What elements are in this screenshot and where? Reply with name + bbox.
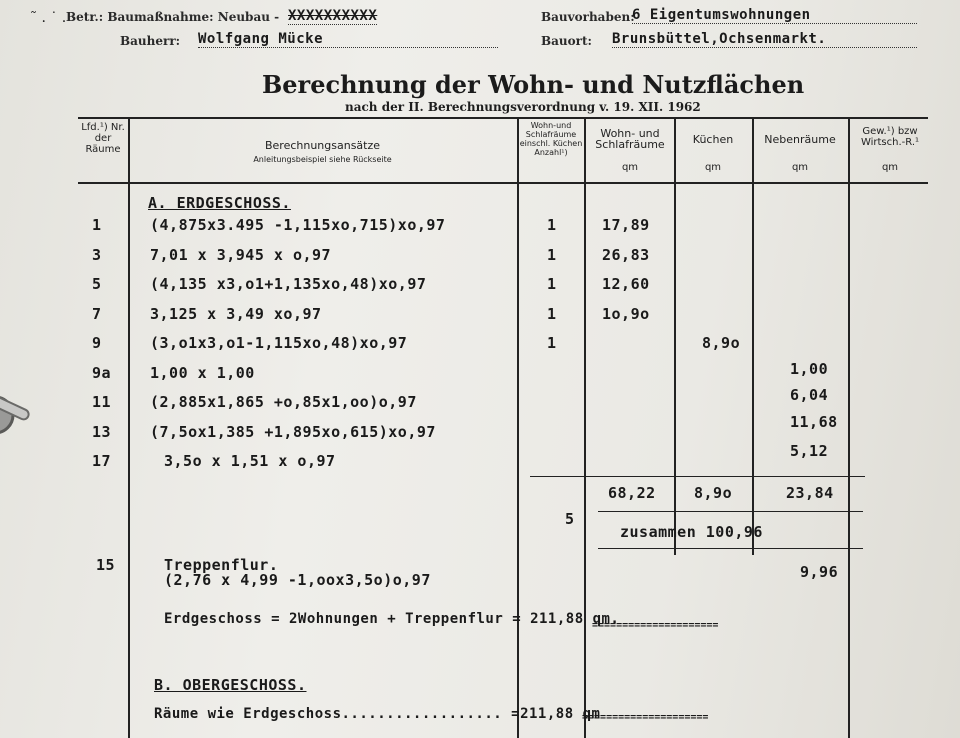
col-divider-1 <box>128 117 130 738</box>
corner-marks: ˜ . ˙ . · · <box>30 10 85 26</box>
zusammen-total: zusammen 100,96 <box>620 523 763 541</box>
total-neben: 23,84 <box>786 484 834 502</box>
col-header-berechnung: Berechnungsansätze <box>264 139 381 152</box>
row-count: 1 <box>547 305 557 323</box>
total-wohn: 68,22 <box>608 484 656 502</box>
page-subtitle: nach der II. Berechnungsverordnung v. 19. XII. 1962 <box>345 100 701 114</box>
row-formula: 7,01 x 3,945 x o,97 <box>150 246 332 264</box>
row15-neben: 9,96 <box>800 563 839 581</box>
erdgeschoss-sum-underline: ===================== <box>592 620 719 631</box>
row-formula: 3,125 x 3,49 xo,97 <box>150 305 322 323</box>
section-a-heading: A. ERDGESCHOSS. <box>148 194 291 212</box>
row-wohn: 12,60 <box>602 275 650 293</box>
col-header-kuechen-unit: qm <box>704 162 722 173</box>
row-count: 1 <box>547 216 557 234</box>
row-formula: (4,875x3.495 -1,115xo,715)xo,97 <box>150 216 446 234</box>
row15-nr: 15 <box>96 556 116 574</box>
row-wohn: 17,89 <box>602 216 650 234</box>
obergeschoss-line: Räume wie Erdgeschoss.................. =211,88 qm <box>154 706 601 722</box>
col-divider-5 <box>752 117 754 555</box>
bauvorhaben-label: Bauvorhaben: <box>541 10 635 24</box>
col-header-gew: Gew.¹) bzw Wirtsch.-R.¹ <box>860 126 920 148</box>
row-count: 1 <box>547 275 557 293</box>
bauherr-label: Bauherr: <box>120 34 181 48</box>
erdgeschoss-sum: Erdgeschoss = 2Wohnungen + Treppenflur = 211,88 qm. <box>164 611 620 627</box>
row-formula: (4,135 x3,o1+1,135xo,48)xo,97 <box>150 275 427 293</box>
row-nr: 11 <box>92 393 112 411</box>
zusammen-rule <box>598 548 863 549</box>
row-neben: 11,68 <box>790 413 838 431</box>
row-neben: 6,04 <box>790 386 829 404</box>
row15-line1: Treppenflur. <box>164 556 279 574</box>
col-divider-3 <box>584 117 586 738</box>
row-neben: 5,12 <box>790 442 829 460</box>
bauort-value: Brunsbüttel,Ochsenmarkt. <box>612 31 917 48</box>
row-kuechen: 8,9o <box>702 334 741 352</box>
pen-clip-icon <box>0 385 40 445</box>
row-nr: 17 <box>92 452 112 470</box>
col-header-gew-unit: qm <box>881 162 899 173</box>
section-b-heading: B. OBERGESCHOSS. <box>154 676 307 694</box>
col-header-wohn: Wohn- und Schlafräume <box>595 127 665 151</box>
col-divider-4 <box>674 117 676 555</box>
bauherr-value: Wolfgang Mücke <box>198 31 498 48</box>
row-count: 1 <box>547 246 557 264</box>
col-header-neben-unit: qm <box>791 162 809 173</box>
obergeschoss-underline: ===================== <box>582 712 709 723</box>
col-header-lfd: Lfd.¹) Nr. der Räume <box>81 122 125 155</box>
total-count: 5 <box>565 510 575 528</box>
row-formula: (7,5ox1,385 +1,895xo,615)xo,97 <box>150 423 436 441</box>
row-formula: (2,885x1,865 +o,85x1,oo)o,97 <box>150 393 417 411</box>
row-neben: 1,00 <box>790 360 829 378</box>
col-header-kuechen: Küchen <box>692 133 734 146</box>
table-top-rule <box>78 117 928 119</box>
col-divider-6 <box>848 117 850 738</box>
row-nr: 3 <box>92 246 102 264</box>
row-formula: (3,o1x3,o1-1,115xo,48)xo,97 <box>150 334 408 352</box>
row-wohn: 1o,9o <box>602 305 650 323</box>
subtotal-rule-2 <box>598 511 863 512</box>
bauvorhaben-value: 6 Eigentumswohnungen <box>632 7 917 24</box>
total-kuechen: 8,9o <box>694 484 733 502</box>
row-nr: 1 <box>92 216 102 234</box>
col-header-neben: Nebenräume <box>764 133 836 146</box>
row-wohn: 26,83 <box>602 246 650 264</box>
row-nr: 9a <box>92 364 112 382</box>
betr-label: Betr.: Baumaßnahme: Neubau - <box>66 10 280 24</box>
row-formula: 1,00 x 1,00 <box>150 364 255 382</box>
row-nr: 9 <box>92 334 102 352</box>
betr-value: XXXXXXXXXX <box>288 8 378 24</box>
header-bottom-rule <box>78 182 928 184</box>
col-divider-2 <box>517 117 519 738</box>
col-header-zimmer: Wohn-und Schlafräume einschl. Küchen Anzahl¹) <box>519 121 583 157</box>
row-formula: 3,5o x 1,51 x o,97 <box>164 452 336 470</box>
page-title: Berechnung der Wohn- und Nutzflächen <box>262 70 805 99</box>
row-nr: 5 <box>92 275 102 293</box>
row-count: 1 <box>547 334 557 352</box>
row-nr: 7 <box>92 305 102 323</box>
col-header-wohn-unit: qm <box>621 162 639 173</box>
row15-line2: (2,76 x 4,99 -1,oox3,5o)o,97 <box>164 571 431 589</box>
subtotal-rule <box>530 476 865 477</box>
row-nr: 13 <box>92 423 112 441</box>
col-header-berechnung-sub: Anleitungsbeispiel siehe Rückseite <box>253 155 392 164</box>
bauort-label: Bauort: <box>541 34 592 48</box>
